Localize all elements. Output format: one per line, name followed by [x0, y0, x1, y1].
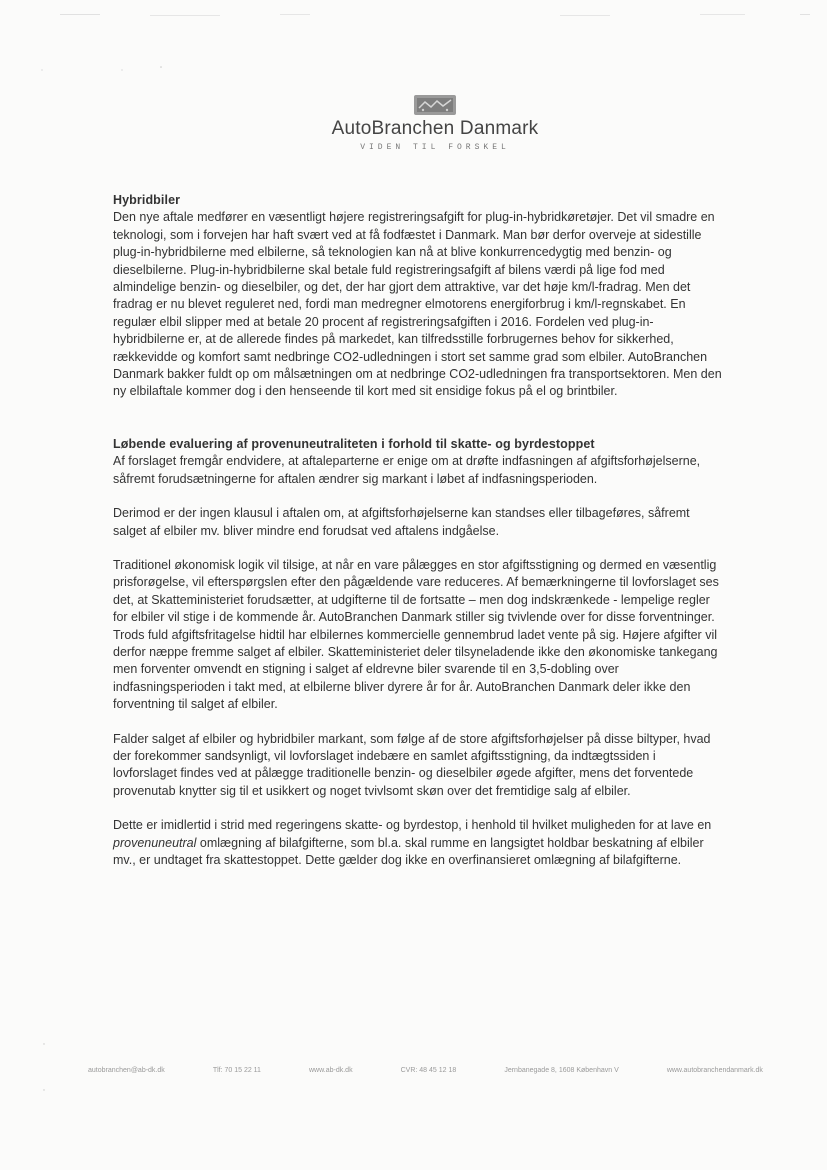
footer-address: Jernbanegade 8, 1608 København V	[504, 1067, 619, 1074]
section-heading: Hybridbiler	[113, 193, 181, 207]
logo-mark-icon	[413, 94, 457, 116]
footer-website: www.autobranchendanmark.dk	[666, 1067, 763, 1074]
footer-phone: Tlf: 70 15 22 11	[212, 1067, 261, 1074]
footer-email: autobranchen@ab-dk.dk	[88, 1067, 165, 1074]
section-hybridbiler	[113, 192, 723, 401]
logo-tagline: VIDEN TIL FORSKEL	[360, 143, 510, 152]
section-heading: Løbende evaluering af provenuneutraliteten i forhold til skatte- og byrdestoppet	[113, 436, 595, 451]
paragraph-text: omlægning af bilafgifterne, som bl.a. skal rumme en langsigtet holdbar beskatning af elbiler mv., er undtaget fra skattestoppet. Dette gælder dog ikke en overfinansieret omlægning af bilafgifterne.	[113, 835, 704, 867]
emphasis-text: provenuneutral	[113, 835, 197, 850]
company-logo	[330, 94, 540, 152]
paragraph: Traditionel økonomisk logik vil tilsige, at når en vare pålægges en stor afgiftsstigning og dermed en væsentlig prisforøgelse, vil efterspørgslen efter den pågældende vare reduceres. Af bemærkningerne til lovforslaget ses det, at Skatteministeriet forudsætter, at udgifterne til de fortsatte – men dog indskrænkede - lempelige regler for elbiler vil stige i de kommende år. AutoBranchen Danmark stiller sig tvivlende over for disse forventninger. Trods fuld afgiftsfritagelse hidtil har elbilernes kommercielle gennembrud ladet vente på sig. Højere afgifter vil derfor næppe fremme salget af elbiler. Skatteministeriet deler tilsyneladende ikke den økonomiske tankegang men forventer omvendt en stigning i salget af eldrevne biler svarende til en 3,5-dobling over indfasningsperioden i takt med, at elbilerne bliver dyrere år for år. AutoBranchen Danmark deler ikke den forventning til salget af elbiler.	[113, 557, 719, 712]
page-footer	[88, 1067, 763, 1074]
footer-cvr: CVR: 48 45 12 18	[400, 1067, 457, 1074]
section-evaluering	[113, 436, 723, 870]
logo-name: AutoBranchen Danmark	[331, 118, 539, 139]
paragraph: Derimod er der ingen klausul i aftalen om, at afgiftsforhøjelserne kan standses eller tilbageføres, såfremt salget af elbiler mv. bliver mindre end forudsat ved aftalens indgåelse.	[113, 506, 690, 538]
paragraph: Den nye aftale medfører en væsentligt højere registreringsafgift for plug-in-hybridkøretøjer. Det vil smadre en teknologi, som i forvejen har haft svært ved at få fodfæstet i Danmark. Man bør derfor overveje at sidestille plug-in-hybridbilerne med elbilerne, så teknologien kan nå at blive konkurrencedygtig med benzin- og dieselbilerne. Plug-in-hybridbilerne skal betale fuld registreringsafgift af bilens værdi på lige fod med almindelige benzin- og dieselbiler, og det, der har gjort dem attraktive, var det høje km/l-fradrag. Men det fradrag er nu blevet reguleret ned, fordi man medregner elmotorens energiforbrug i km/l-regnskabet. En regulær elbil slipper med at betale 20 procent af registreringsafgiften i 2016. Fordelen ved plug-in-hybridbilerne er, at de allerede findes på markedet, kan tilfredsstille forbrugernes behov for sikkerhed, rækkevidde og komfort samt nedbringe CO2-udledningen i stort set samme grad som elbiler. AutoBranchen Danmark bakker fuldt op om målsætningen om at nedbringe CO2-udledningen fra transportsektoren. Men den ny elbilaftale kommer dog i den henseende til kort med sit ensidige fokus på el og brintbiler.	[113, 210, 722, 399]
footer-web: www.ab-dk.dk	[309, 1067, 353, 1074]
paragraph: Falder salget af elbiler og hybridbiler markant, som følge af de store afgiftsforhøjelser på disse biltyper, hvad der forekommer sandsynligt, vil lovforslaget indebære en samlet afgiftsstigning, da indtægtssiden i lovforslaget findes ved at pålægge traditionelle benzin- og dieselbiler øgede afgifter, mens det forventede provenutab knytter sig til et usikkert og noget tvivlsomt skøn over det fremtidige salg af elbiler.	[113, 731, 711, 798]
letter-body	[113, 192, 723, 869]
paragraph: Af forslaget fremgår endvidere, at aftaleparterne er enige om at drøfte indfasningen af afgiftsforhøjelserne, såfremt forudsætningerne for aftalen ændrer sig markant i løbet af indfasningsperioden.	[113, 454, 701, 486]
paragraph-text: Dette er imidlertid i strid med regeringens skatte- og byrdestop, i henhold til hvilket muligheden for at lave en	[113, 818, 712, 833]
paragraph-with-emphasis	[113, 817, 723, 869]
